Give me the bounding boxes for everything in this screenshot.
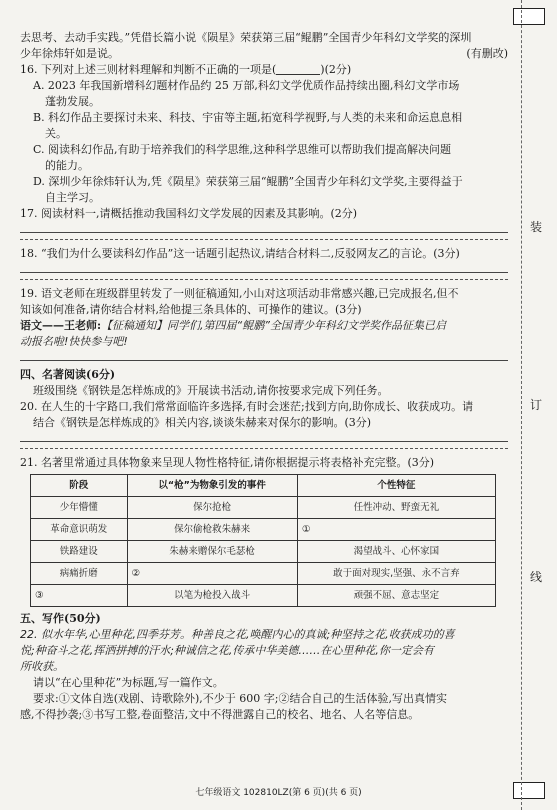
binding-mark-zhuang: 装 (530, 220, 543, 234)
writing-instruction: 请以“在心里种花”为标题,写一篇作文。 (33, 676, 224, 689)
table-cell: 敢于面对现实,坚强、永不言弃 (297, 563, 495, 585)
notice-text-cont: 动报名啦!快快参与吧! (20, 335, 128, 348)
page-content (20, 30, 508, 723)
binding-mark-ding: 订 (530, 398, 543, 412)
table-cell: 渴望战斗、心怀家国 (297, 541, 495, 563)
q16-option-d: D. 深圳少年徐炜轩认为,凭《陨星》荣获第三届“鲲鹏”全国青少年科幻文学奖,主要得益于 (33, 175, 463, 188)
passage-end-line1: 去思考、去动手实践。”凭借长篇小说《陨星》荣获第三届“鲲鹏”全国青少年科幻文学奖的深圳 (20, 31, 472, 44)
writing-prompt-1: 22. 似水年华,心里种花,四季芬芳。种善良之花,唤醒内心的真诚;种坚持之花,收获成功的喜 (20, 628, 455, 641)
q20-answer-line[interactable] (20, 431, 508, 442)
section4-intro: 班级围绕《钢铁是怎样炼成的》开展读书活动,请你按要求完成下列任务。 (33, 384, 389, 397)
writing-requirements-2: 感,不得抄袭;③书写工整,卷面整洁,文中不得泄露自己的校名、地名、人名等信息。 (20, 708, 420, 721)
separator (20, 239, 508, 240)
passage-end-text: 少年徐炜轩如是说。 (20, 47, 119, 60)
header-trait: 个性特征 (297, 475, 495, 497)
q19-stem-line1: 19. 语文老师在班级群里转发了一则征稿通知,小山对这项活动非常感兴趣,已完成报名,但不 (20, 287, 459, 300)
table-cell-blank[interactable]: ② (127, 563, 297, 585)
q16-stem-text: 16. 下列对上述三则材料理解和判断不正确的一项是( (20, 63, 277, 76)
writing-prompt-3: 所收获。 (20, 660, 64, 673)
q16-option-a: A. 2023 年我国新增科幻题材作品约 25 万部,科幻文学优质作品持续出圈,科幻文学市场 (33, 79, 460, 92)
table-header-row (31, 475, 496, 497)
table-cell: 病痛折磨 (31, 563, 128, 585)
q16-option-b: B. 科幻作品主要探讨未来、科技、宇宙等主题,拓宽科学视野,与人类的未来和命运息息相 (33, 111, 463, 124)
table-cell: 任性冲动、野蛮无礼 (297, 497, 495, 519)
table-cell: 少年懵懂 (31, 497, 128, 519)
table-cell: 铁路建设 (31, 541, 128, 563)
table-row (31, 585, 496, 607)
q16-stem-end: )(2分) (320, 63, 352, 76)
writing-requirements-1: 要求:①文体自选(戏剧、诗歌除外),不少于 600 字;②结合自己的生活体验,写出真情实 (33, 692, 447, 705)
q16-answer-blank[interactable] (276, 64, 320, 75)
q19-stem-line2: 知该如何准备,请你结合材料,给他提三条具体的、可操作的建议。(3分) (20, 303, 362, 316)
page-footer: 七年级语文 102810LZ(第 6 页)(共 6 页) (195, 788, 362, 798)
header-event: 以“枪”为物象引发的事件 (127, 475, 297, 497)
table-row (31, 497, 496, 519)
q18-answer-line[interactable] (20, 262, 508, 273)
section5-title: 五、写作(50分) (20, 612, 101, 625)
q19-answer-line[interactable] (20, 350, 508, 361)
passage-end-line2 (20, 46, 508, 62)
q20-stem-line1: 20. 在人生的十字路口,我们常常面临许多选择,有时会迷茫;找到方向,助你成长、收获成功。请 (20, 400, 474, 413)
q17-answer-line[interactable] (20, 222, 508, 233)
q21-stem: 21. 名著里常通过具体物象来呈现人物性格特征,请你根据提示将表格补充完整。(3分) (20, 456, 435, 469)
table-cell: 革命意识萌发 (31, 519, 128, 541)
header-stage: 阶段 (31, 475, 128, 497)
q18-stem: 18. “我们为什么要读科幻作品”这一话题引起热议,请结合材料二,反驳网友乙的言论。(3分) (20, 247, 460, 260)
q16-stem (20, 62, 508, 78)
q16-option-d-cont: 自主学习。 (45, 191, 100, 204)
q16-option-a-cont: 蓬勃发展。 (45, 95, 100, 108)
q20-stem-line2: 结合《钢铁是怎样炼成的》相关内容,谈谈朱赫来对保尔的影响。(3分) (33, 416, 372, 429)
separator (20, 279, 508, 280)
novel-table (30, 474, 496, 607)
table-cell: 朱赫来赠保尔毛瑟枪 (127, 541, 297, 563)
teacher-label: 语文——王老师: (20, 319, 102, 332)
table-cell: 顽强不屈、意志坚定 (297, 585, 495, 607)
binding-mark-xian: 线 (530, 570, 543, 584)
binding-line (521, 0, 522, 810)
corner-box-top (513, 8, 545, 25)
table-cell-blank[interactable]: ③ (31, 585, 128, 607)
table-row (31, 563, 496, 585)
q17-stem: 17. 阅读材料一,请概括推动我国科幻文学发展的因素及其影响。(2分) (20, 207, 358, 220)
q16-option-c: C. 阅读科幻作品,有助于培养我们的科学思维,这种科学思维可以帮助我们提高解决问题 (33, 143, 452, 156)
table-cell-blank[interactable]: ① (297, 519, 495, 541)
source-note: (有删改) (466, 47, 508, 60)
table-cell: 以笔为枪投入战斗 (127, 585, 297, 607)
q19-notice (20, 318, 508, 334)
q16-option-b-cont: 关。 (45, 127, 67, 140)
writing-prompt-2: 悦;种奋斗之花,挥洒拼搏的汗水;种诚信之花,传承中华美德……在心里种花,你一定会有 (20, 644, 434, 657)
section4-title: 四、名著阅读(6分) (20, 368, 116, 381)
separator (20, 448, 508, 449)
table-row (31, 541, 496, 563)
table-cell: 保尔抢枪 (127, 497, 297, 519)
table-cell: 保尔偷枪救朱赫来 (127, 519, 297, 541)
table-row (31, 519, 496, 541)
notice-text: 【征稿通知】同学们,第四届“鲲鹏”全国青少年科幻文学奖作品征集已启 (101, 319, 446, 332)
q16-option-c-cont: 的能力。 (45, 159, 89, 172)
